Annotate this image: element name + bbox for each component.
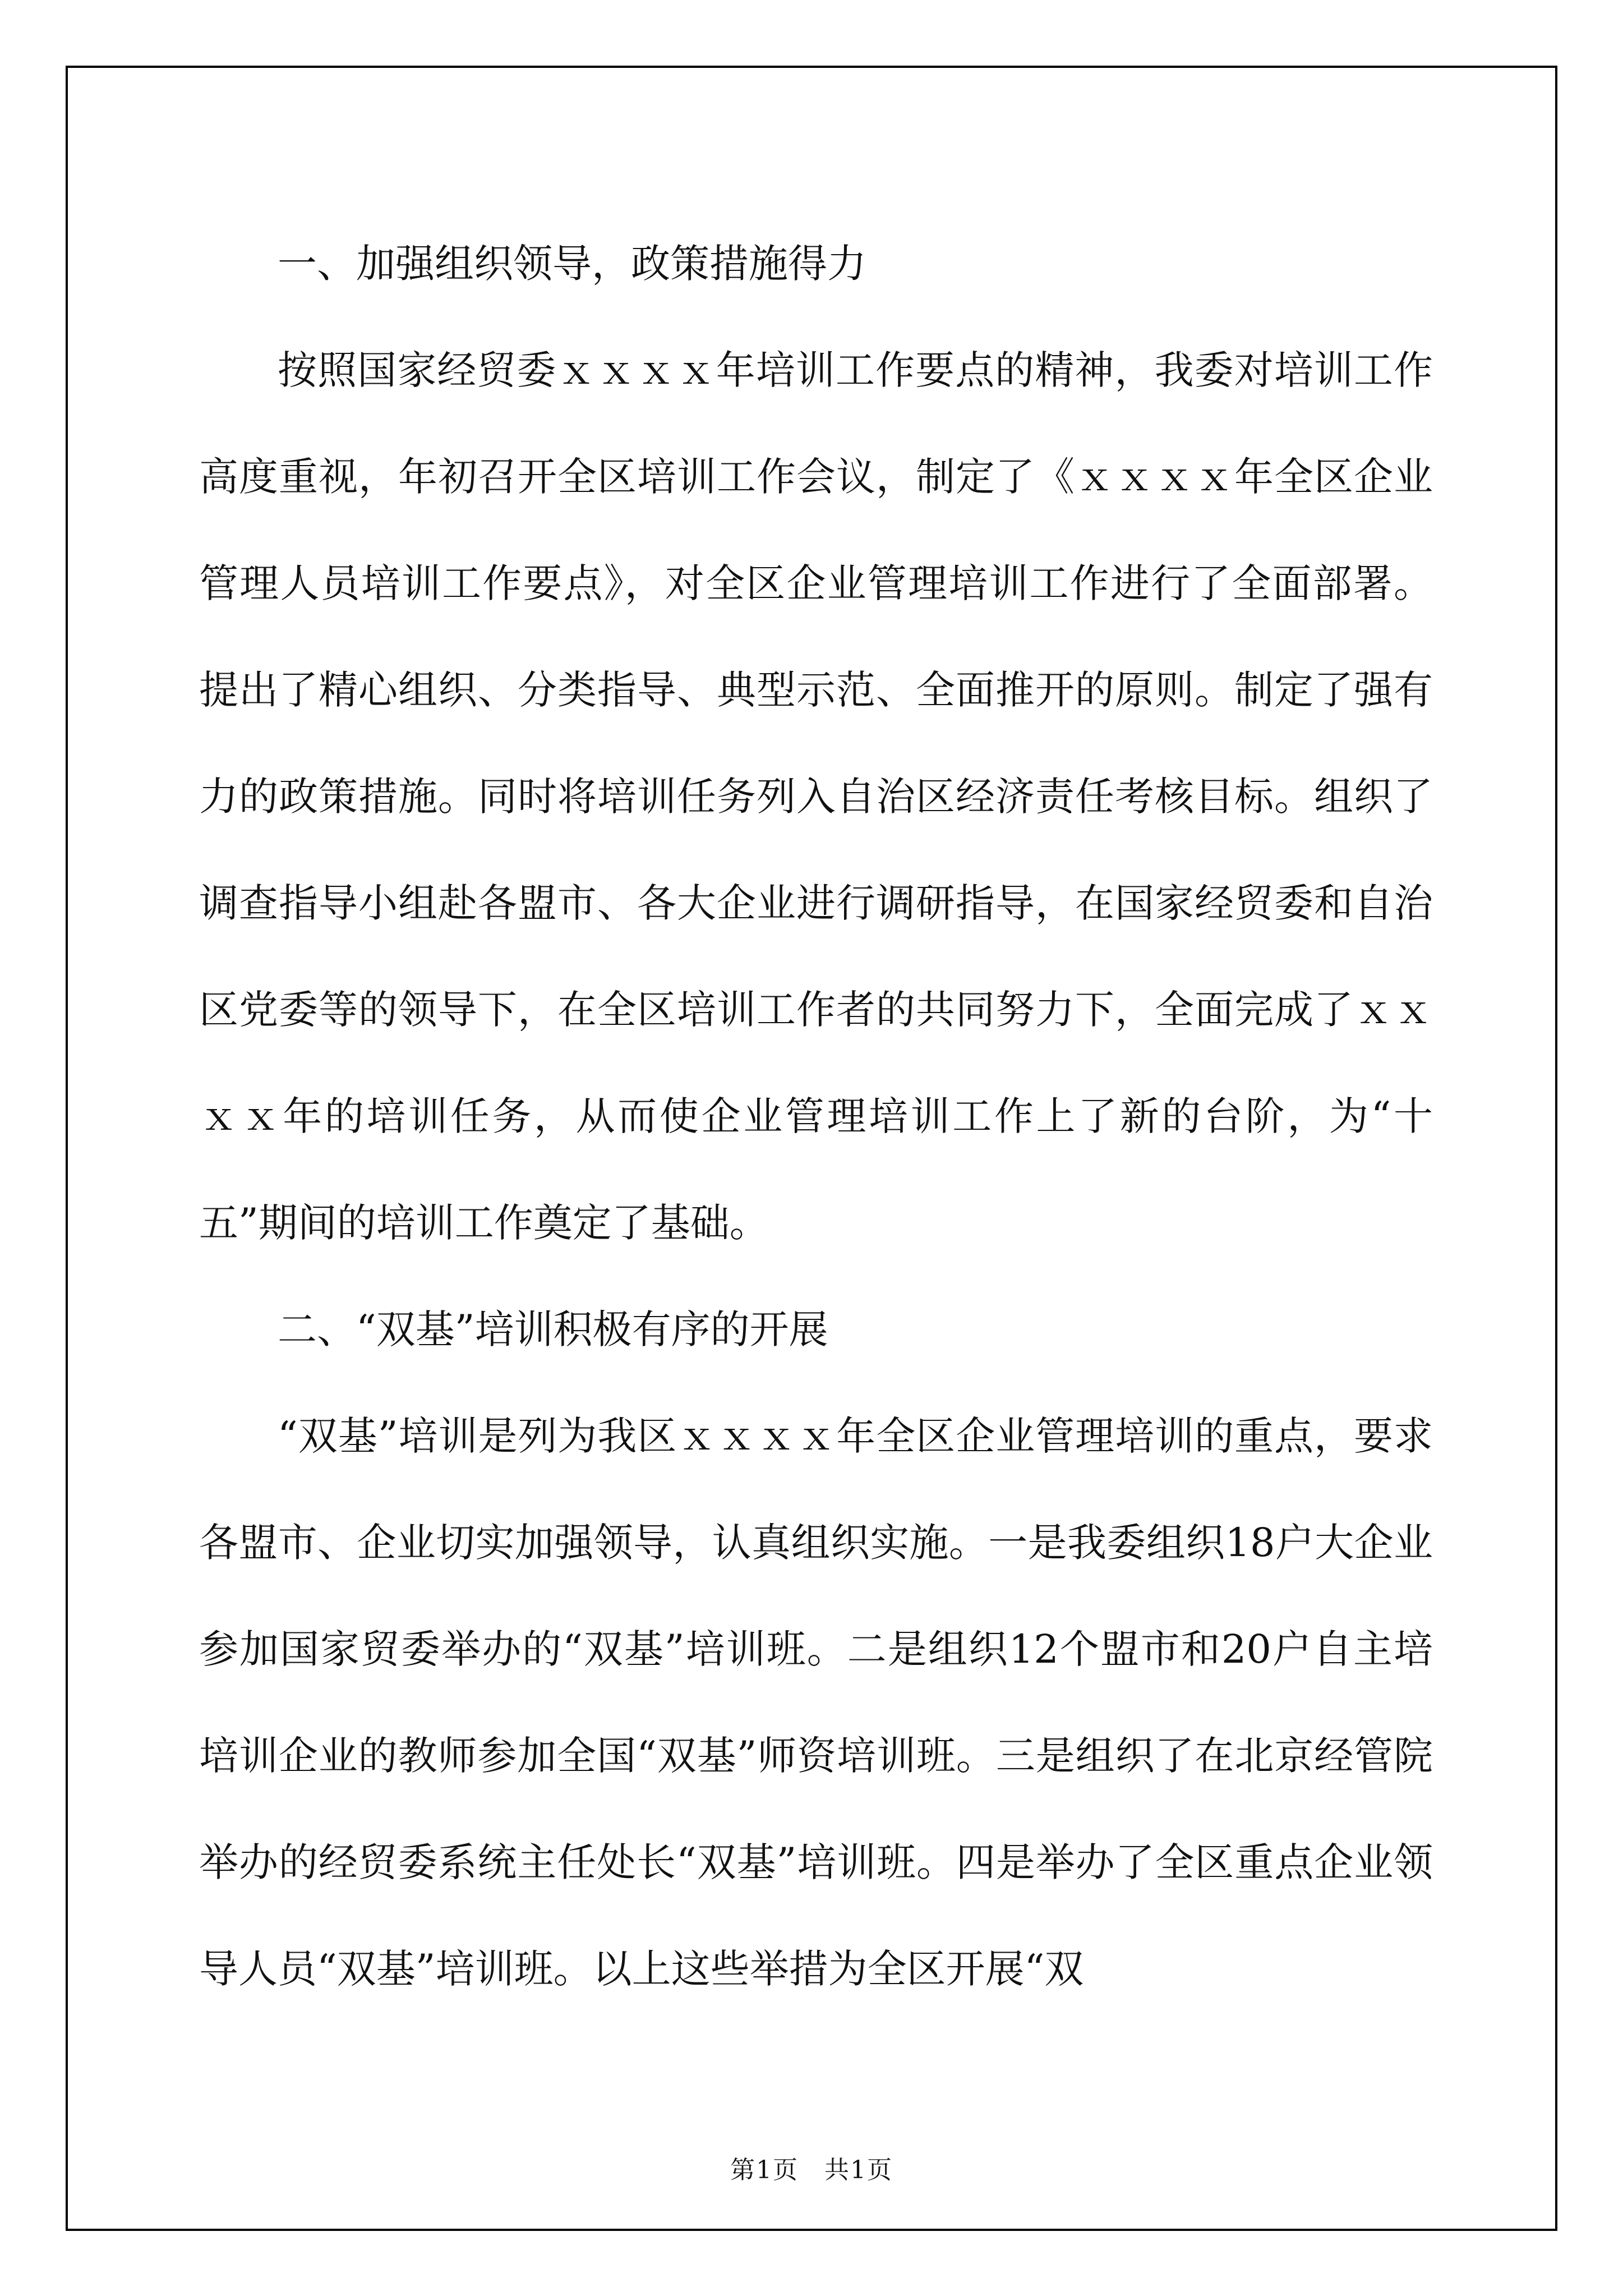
- section-heading-1: 一、加强组织领导，政策措施得力: [278, 241, 866, 287]
- page-footer: 第1页 共1页: [730, 2156, 893, 2184]
- paragraph-2: “双基”培训是列为我区ｘｘｘｘ年全区企业管理培训的重点，要求各盟市、企业切实加强领导，认真组织实施。一是我委组织18户大企业参加国家贸委举办的“双基”培训班。二是组织12个盟市和20户自主培培训企业的教师参加全国“双基”师资培训班。三是组织了在北京经管院举办的经贸委系统主任处长“双基”培训班。四是举办了全区重点企业领导人员“双基”培训班。以上这些举措为全区开展“双: [199, 1413, 1433, 1992]
- document-body: [199, 210, 1433, 2022]
- section-heading-2: 二、“双基”培训积极有序的开展: [278, 1306, 828, 1352]
- paragraph-1: 按照国家经贸委ｘｘｘｘ年培训工作要点的精神，我委对培训工作高度重视，年初召开全区培训工作会议，制定了《ｘｘｘｘ年全区企业管理人员培训工作要点》，对全区企业管理培训工作进行了全面部署。提出了精心组织、分类指导、典型示范、全面推开的原则。制定了强有力的政策措施。同时将培训任务列入自治区经济责任考核目标。组织了调查指导小组赴各盟市、各大企业进行调研指导，在国家经贸委和自治区党委等的领导下，在全区培训工作者的共同努力下，全面完成了ｘｘｘｘ年的培训任务，从而使企业管理培训工作上了新的台阶，为“十五”期间的培训工作奠定了基础。: [199, 347, 1433, 1246]
